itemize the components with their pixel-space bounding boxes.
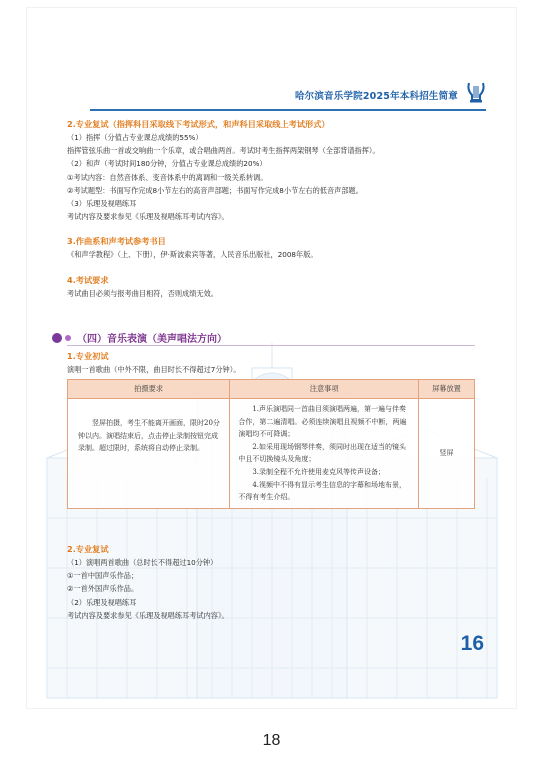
retest-section [67,543,477,622]
table-row [68,399,475,509]
section-heading [52,330,227,345]
text-line: （3）乐理及视唱练耳 [67,199,137,209]
note-item: 4.视频中不得有显示考生信息的字幕和场地布景，不得有考生介绍。 [238,480,407,502]
table-header-cell: 拍摄要求 [68,380,230,399]
bullet-dot-icon [52,333,62,343]
heading-retest: 2.专业复试 [67,544,109,554]
note-item: 2.如采用现场钢琴伴奏，须同时出现在适当的镜头中且不切换镜头及角度； [238,442,407,464]
header-title: 哈尔滨音乐学院2025年本科招生简章 [294,91,458,102]
text-line: （2）乐理及视唱练耳 [67,597,137,607]
filming-requirement-cell: 竖屏拍摄，考生不能离开画面，限时20分钟以内。演唱结束后，点击停止录制按钮完成录制。超过限时，系统将自动停止录制。 [68,399,230,509]
text-line: 考试内容及要求参见《乐理及视唱练耳考试内容》。 [67,610,229,620]
recording-requirements-table [67,379,475,509]
heading-initial-exam: 1.专业初试 [67,351,109,361]
text-line: 《和声学教程》（上、下册），伊·斯波索宾等著，人民音乐出版社，2008年版。 [67,250,318,260]
note-item: 3.录制全程不允许使用麦克风等传声设备； [252,467,386,476]
lyre-emblem-icon [464,80,488,104]
table-header-cell: 屏幕放置 [419,380,475,399]
table-header-row [68,380,475,399]
text-line: （2）和声（考试时间180分钟，分值占专业课总成绩的20%） [67,159,267,169]
text-line: （1）指挥（分值占专业课总成绩的55%） [67,133,203,142]
table-header-cell: 注意事项 [230,380,419,399]
initial-exam [67,350,477,376]
heading-reference-books: 3.作曲系和声考试参考书目 [67,236,166,247]
page-badge: 16 [460,632,484,655]
notes-cell [230,399,419,509]
screen-orientation-cell: 竖屏 [419,399,475,509]
note-item: 1.声乐演唱同一首曲目须演唱两遍，第一遍与伴奏合作，第二遍清唱。必须连续演唱且视频不中断，两遍演唱均不可降调； [238,405,407,439]
text-line: ①考试内容：自然音体系、变音体系中的离调和一级关系转调。 [67,172,268,182]
exam-requirements-top [67,118,477,300]
text-line: （1）演唱两首歌曲（总时长不得超过10分钟） [67,558,218,567]
text-line: 考试内容及要求参见《乐理及视唱练耳考试内容》。 [67,212,229,222]
text-line: 指挥管弦乐曲一首或交响曲一个乐章，或合唱曲两首。考试时考生指挥两架钢琴（全部背谱指挥）。 [67,146,380,156]
text-line: ②一首外国声乐作品。 [67,584,139,594]
section-rule [67,345,475,346]
text-line: ①一首中国声乐作品； [67,571,139,581]
heading-professional-retest: 2.专业复试（指挥科目采取线下考试形式，和声科目采取线上考试形式） [67,119,330,129]
header-rule [90,109,486,111]
footer-page-number: 18 [262,732,281,749]
section-title: （四）音乐表演（美声唱法方向） [77,334,227,345]
text-line: ②考试题型：书面写作完成8小节左右的高音声部题；书面写作完成8小节左右的低音声部题。 [67,185,363,195]
bullet-dot-small-icon [65,335,71,341]
text-line: 考试曲目必须与报考曲目相符，否则成绩无效。 [67,288,218,298]
heading-exam-rules: 4.考试要求 [67,274,109,285]
text-line: 演唱一首歌曲（中外不限，曲目时长不得超过7分钟）。 [67,365,241,374]
